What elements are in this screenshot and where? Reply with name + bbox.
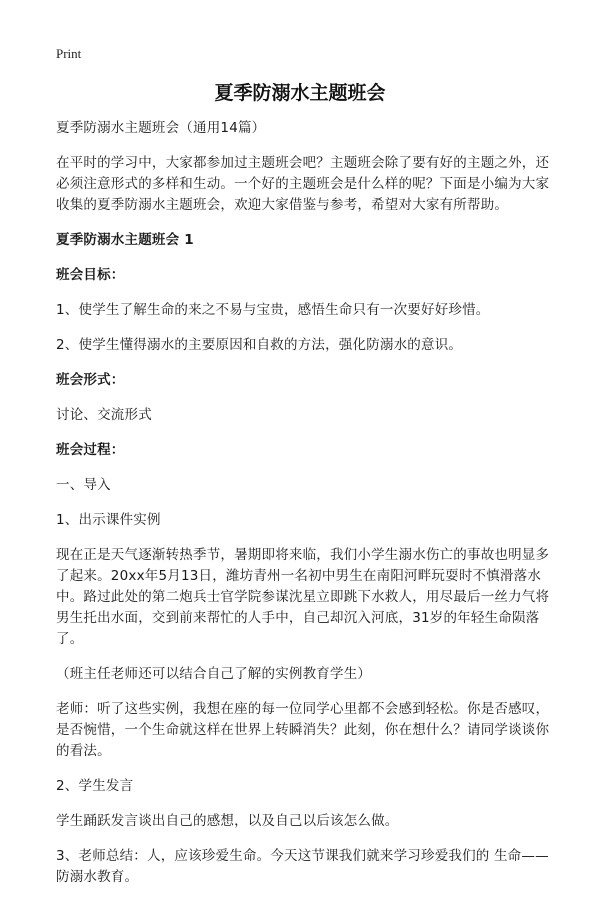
paragraph: （班主任老师还可以结合自己了解的实例教育学生） xyxy=(56,666,372,682)
paragraph: 一、导入 xyxy=(56,477,111,493)
section-heading: 班会目标： xyxy=(56,267,125,283)
article-body xyxy=(56,118,550,902)
print-link[interactable]: Print xyxy=(56,46,82,61)
section-heading: 班会形式： xyxy=(56,372,125,388)
paragraph: 夏季防溺水主题班会（通用14篇） xyxy=(56,120,266,136)
section-heading: 夏季防溺水主题班会 1 xyxy=(56,232,194,248)
paragraph: 老师：听了这些实例，我想在座的每一位同学心里都不会感到轻松。你是否感叹，是否惋惜，一个生命就这样在世界上转瞬消失？此刻，你在想什么？请同学谈谈你的看法。 xyxy=(56,701,550,759)
paragraph: 学生踊跃发言谈出自己的感想，以及自己以后该怎么做。 xyxy=(56,813,399,829)
paragraph: 1、使学生了解生命的来之不易与宝贵，感悟生命只有一次要好好珍惜。 xyxy=(56,302,490,318)
page-title: 夏季防溺水主题班会 xyxy=(214,82,386,104)
paragraph: 讨论、交流形式 xyxy=(56,407,152,423)
paragraph: 在平时的学习中，大家都参加过主题班会吧？主题班会除了要有好的主题之外，还必须注意形式的多样和生动。一个好的主题班会是什么样的呢？下面是小编为大家收集的夏季防溺水主题班会，欢迎大家借鉴与参考，希望对大家有所帮助。 xyxy=(56,155,550,213)
paragraph: 2、使学生懂得溺水的主要原因和自救的方法，强化防溺水的意识。 xyxy=(56,337,463,353)
paragraph: 3、老师总结：人，应该珍爱生命。今天这节课我们就来学习珍爱我们的 生命——防溺水教育。 xyxy=(56,848,549,885)
paragraph: 现在正是天气逐渐转热季节，暑期即将来临，我们小学生溺水伤亡的事故也明显多了起来。20xx年5月13日，潍坊青州一名初中男生在南阳河畔玩耍时不慎滑落水中。路过此处的第二炮兵士官学院参谋沈星立即跳下水救人，用尽最后一丝力气将男生托出水面，交到前来帮忙的人手中，自己却沉入河底，31岁的年轻生命陨落了。 xyxy=(56,547,550,647)
section-heading: 班会过程： xyxy=(56,442,125,458)
paragraph: 2、学生发言 xyxy=(56,778,134,794)
paragraph: 1、出示课件实例 xyxy=(56,512,161,528)
